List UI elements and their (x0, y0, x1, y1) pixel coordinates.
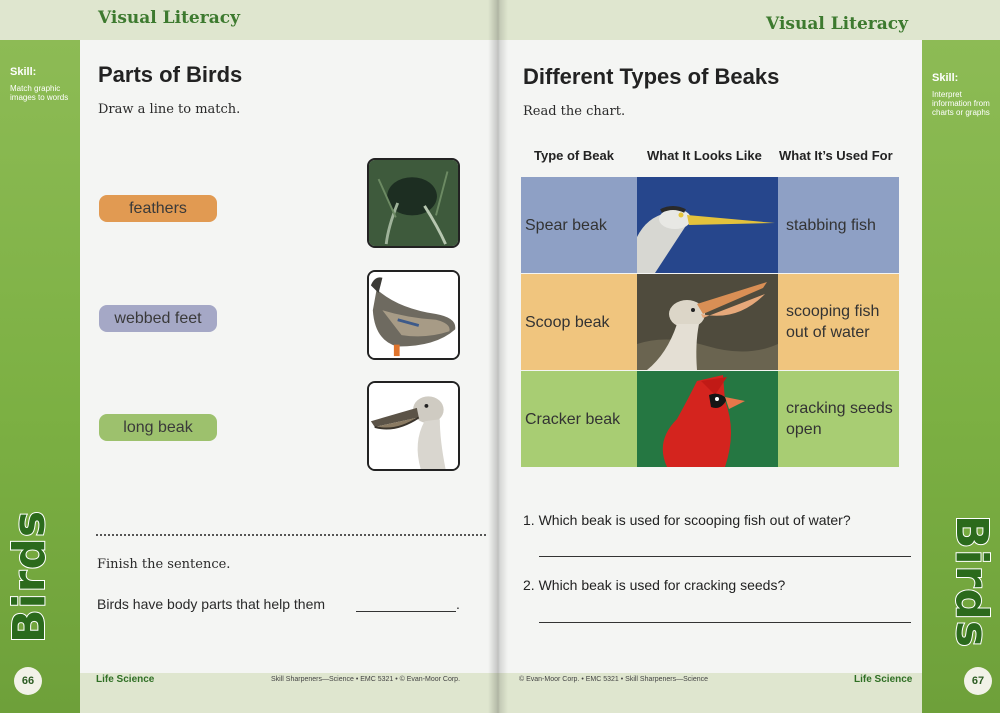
chart-header-use: What It’s Used For (779, 148, 893, 163)
right-footer-credit: © Evan-Moor Corp. • EMC 5321 • Skill Sharpeners—Science (519, 676, 709, 683)
left-side-title: Birds (4, 509, 55, 643)
sentence-stem: Birds have body parts that help them (97, 596, 326, 612)
left-skill-heading: Skill: (10, 66, 37, 78)
answer-line-2[interactable] (539, 622, 911, 623)
right-page (497, 0, 1000, 713)
pelican-photo-art (369, 383, 458, 469)
question-1: 1. Which beak is used for scooping fish out of water? (523, 512, 851, 528)
pelican-image (637, 274, 778, 370)
left-footer-section: Life Science (96, 674, 155, 685)
answer-line-1[interactable] (539, 556, 911, 557)
left-header-strip (0, 0, 497, 40)
webbed-feet-photo[interactable] (367, 270, 460, 360)
cardinal-image-art (637, 371, 778, 467)
right-skill-heading: Skill: (932, 72, 959, 84)
left-instruction: Draw a line to match. (98, 102, 241, 117)
chart-header-looks: What It Looks Like (647, 148, 762, 163)
long-beak-photo[interactable] (367, 381, 460, 471)
right-skill-text: Interpret information from charts or graphs (932, 90, 990, 117)
sentence-period: . (456, 596, 460, 612)
right-instruction: Read the chart. (523, 104, 626, 119)
cardinal-image (637, 371, 778, 467)
chart-cell-use: cracking seeds open (778, 371, 899, 467)
finish-prompt: Finish the sentence. (97, 557, 231, 572)
left-page-title: Parts of Birds (98, 62, 243, 87)
chart-header-type: Type of Beak (534, 148, 614, 163)
right-header-text: Visual Literacy (766, 14, 908, 34)
duck-photo-art (369, 272, 458, 358)
chart-cell-type: Scoop beak (521, 274, 637, 370)
chart-row-spear (521, 177, 899, 273)
heron-image-art (637, 177, 778, 273)
match-label-feathers[interactable]: feathers (99, 195, 217, 222)
section-divider (96, 534, 486, 536)
sentence-answer-line[interactable] (356, 611, 456, 612)
chart-cell-use: stabbing fish (778, 177, 899, 273)
pelican-image-art (637, 274, 778, 370)
feathers-photo[interactable] (367, 158, 460, 248)
chart-row-scoop (521, 274, 899, 370)
right-page-title: Different Types of Beaks (523, 64, 780, 89)
left-page-number: 66 (14, 667, 42, 695)
right-side-title: Birds (946, 515, 997, 649)
left-skill-text: Match graphic images to words (10, 84, 69, 102)
chart-row-cracker (521, 371, 899, 467)
chart-cell-use: scooping fish out of water (778, 274, 899, 370)
right-footer-section: Life Science (854, 674, 913, 685)
feathers-photo-art (369, 160, 458, 246)
match-label-long-beak[interactable]: long beak (99, 414, 217, 441)
left-footer-credit: Skill Sharpeners—Science • EMC 5321 • © Evan-Moor Corp. (271, 676, 461, 683)
right-page-number: 67 (964, 667, 992, 695)
chart-cell-type: Spear beak (521, 177, 637, 273)
heron-image (637, 177, 778, 273)
question-2: 2. Which beak is used for cracking seeds? (523, 577, 786, 593)
left-page (0, 0, 497, 713)
match-label-webbed-feet[interactable]: webbed feet (99, 305, 217, 332)
left-header-text: Visual Literacy (98, 8, 240, 28)
right-header-strip (497, 0, 1000, 40)
chart-cell-type: Cracker beak (521, 371, 637, 467)
